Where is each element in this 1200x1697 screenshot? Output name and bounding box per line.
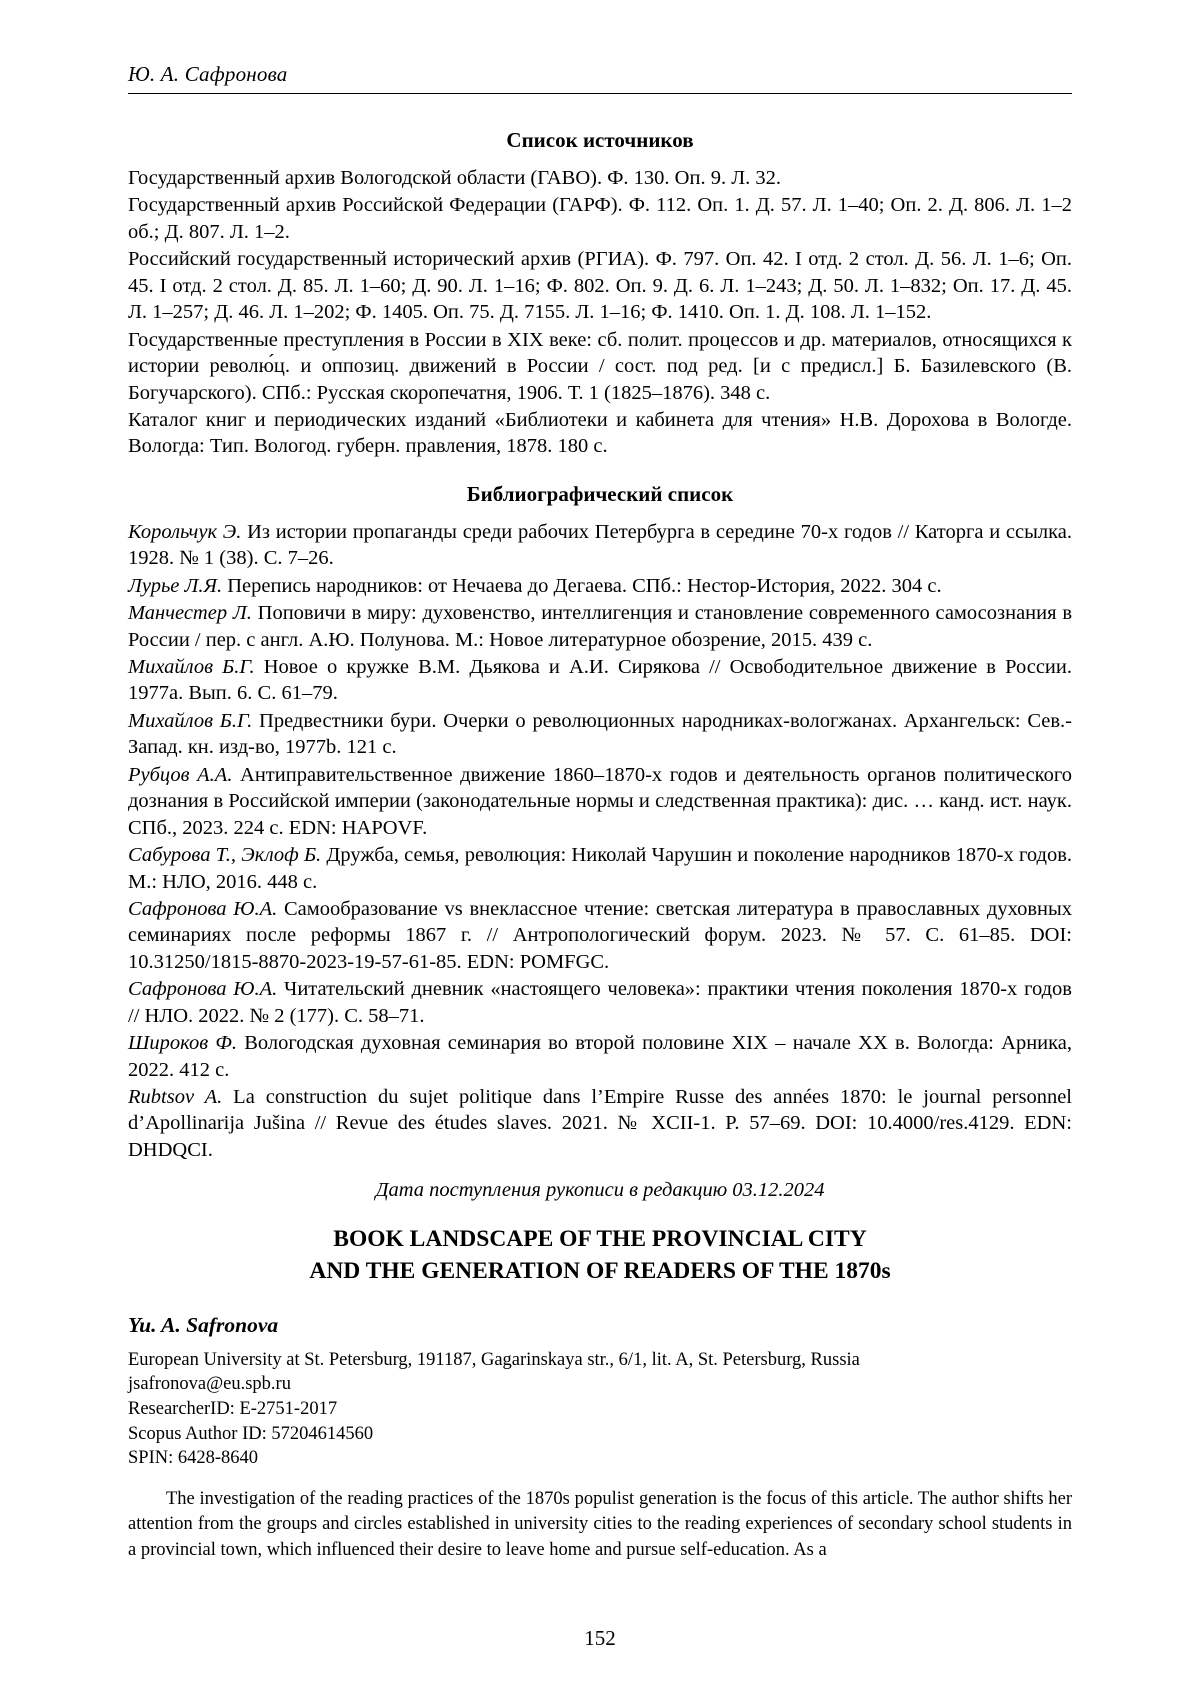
bibliography-item <box>128 1084 1072 1163</box>
bibliography-item <box>128 600 1072 653</box>
affiliation-block <box>128 1348 1072 1471</box>
bibliography-item <box>128 1030 1072 1083</box>
sources-heading: Список источников <box>506 128 694 152</box>
source-item: Государственный архив Вологодской области (ГАВО). Ф. 130. Оп. 9. Л. 32. <box>128 167 781 189</box>
bibliography-item-author: Лурье Л.Я. <box>128 574 223 597</box>
source-item: Государственный архив Российской Федерации (ГАРФ). Ф. 112. Оп. 1. Д. 57. Л. 1–40; Оп. 2. Д. 806. Л. 1–2 об.; Д. 807. Л. 1–2. <box>128 194 1072 243</box>
abstract: The investigation of the reading practices of the 1870s populist generation is the focus of this article. The author shifts her attention from the groups and circles established in university cities to the reading experiences of secondary school students in a provincial town, which influenced their desire to leave home and pursue self-education. As a <box>128 1488 1072 1560</box>
bibliography-heading: Библиографический список <box>466 481 734 506</box>
bibliography-item-text: Антиправительственное движение 1860–1870-х годов и деятельность органов политического дознания в Российской империи (законодательные нормы и следственная практика): дис. … канд. ист. наук. СПб., 2023. 224 с. EDN: HAPOVF. <box>128 763 1073 839</box>
source-item: Российский государственный исторический архив (РГИА). Ф. 797. Оп. 42. I отд. 2 стол. Д. 56. Л. 1–6; Оп. 45. I отд. 2 стол. Д. 85. Л. 1–60; Д. 90. Л. 1–16; Ф. 802. Оп. 9. Д. 6. Л. 1–243; Д. 50. Л. 1–832; Оп. 17. Д. 45. Л. 1–257; Д. 46. Л. 1–202; Ф. 1405. Оп. 75. Д. 7155. Л. 1–16; Ф. 1410. Оп. 1. Д. 108. Л. 1–152. <box>128 248 1072 324</box>
page-number: 152 <box>584 1626 616 1650</box>
source-item: Каталог книг и периодических изданий «Библиотеки и кабинета для чтения» Н.В. Дорохова в Вологде. Вологда: Тип. Вологод. губерн. правления, 1878. 180 с. <box>128 408 1072 458</box>
bibliography-item <box>128 654 1072 707</box>
bibliography-item-author: Сабурова Т., Эклоф Б. <box>128 844 322 867</box>
spin-code: SPIN: 6428-8640 <box>128 1448 259 1469</box>
bibliography-item-text: Предвестники бури. Очерки о революционных народниках-вологжанах. Архангельск: Сев.-Запад. кн. изд-во, 1977b. 121 с. <box>128 709 1072 759</box>
bibliography-item-text: Новое о кружке В.М. Дьякова и А.И. Сирякова // Освободительное движение в России. 1977a. Вып. 6. С. 61–79. <box>128 656 1072 705</box>
bibliography-item-text: Из истории пропаганды среди рабочих Петербурга в середине 70-х годов // Каторга и ссылка. 1928. № 1 (38). С. 7–26. <box>128 520 1073 570</box>
bibliography-item-author: Rubtsov A. <box>128 1086 223 1108</box>
bibliography-item-text: Дружба, семья, революция: Николай Чарушин и поколение народников 1870-х годов. М.: НЛО, 2016. 448 с. <box>128 844 1073 893</box>
bibliography-item <box>128 519 1072 572</box>
sources-list <box>128 165 1072 460</box>
bibliography-item-author: Корольчук Э. <box>128 520 242 543</box>
bibliography-item-author: Широков Ф. <box>128 1032 237 1055</box>
submission-date: Дата поступления рукописи в редакцию 03.12.2024 <box>375 1179 825 1202</box>
email: jsafronova@eu.spb.ru <box>128 1374 291 1395</box>
bibliography-item-text: Поповичи в миру: духовенство, интеллигенция и становление современного самосознания в России / пер. с англ. А.Ю. Полунова. М.: Новое литературное обозрение, 2015. 439 с. <box>128 602 1073 651</box>
bibliography-list <box>128 519 1072 1164</box>
english-title-line1: BOOK LANDSCAPE OF THE PROVINCIAL CITY <box>333 1226 867 1253</box>
scopus-author-id: Scopus Author ID: 57204614560 <box>128 1423 374 1444</box>
bibliography-item-author: Манчестер Л. <box>128 602 252 625</box>
bibliography-item-author: Михайлов Б.Г. <box>128 709 253 732</box>
bibliography-item-text: Самообразование vs внеклассное чтение: светская литература в православных духовных семинариях после реформы 1867 г. // Антропологический форум. 2023. № 57. С. 61–85. DOI: 10.31250/1815-8870-2023-19-57-61-85. EDN: POMFGC. <box>128 897 1072 973</box>
bibliography-item-text: La construction du sujet politique dans l’Empire Russe des années 1870: le journal personnel d’Apollinarija Jušina // Revue des études slaves. 2021. № XCII-1. P. 57–69. DOI: 10.4000/res.4129. EDN: DHDQCI. <box>128 1086 1072 1161</box>
bibliography-item <box>128 708 1072 761</box>
bibliography-item-text: Вологодская духовная семинария во второй половине XIX – начале XX в. Вологда: Арника, 2022. 412 с. <box>128 1032 1073 1081</box>
affiliation: European University at St. Petersburg, 191187, Gagarinskaya str., 6/1, lit. A, St. Petersburg, Russia <box>128 1349 860 1370</box>
english-title <box>128 1224 1072 1287</box>
english-title-line2: AND THE GENERATION OF READERS OF THE 1870s <box>309 1257 891 1284</box>
bibliography-item-author: Рубцов А.А. <box>128 763 233 786</box>
running-head: Ю. А. Сафронова <box>128 62 1072 94</box>
bibliography-item-text: Перепись народников: от Нечаева до Дегаева. СПб.: Нестор-История, 2022. 304 с. <box>222 574 942 597</box>
english-author: Yu. A. Safronova <box>128 1312 279 1337</box>
bibliography-item-author: Сафронова Ю.А. <box>128 978 278 1001</box>
bibliography-item <box>128 896 1072 975</box>
bibliography-item <box>128 573 1072 599</box>
bibliography-item <box>128 842 1072 895</box>
source-item: Государственные преступления в России в XIX веке: сб. полит. процессов и др. материалов, относящихся к истории револю́ц. и оппозиц. движений в России / сост. под ред. [и с предисл.] Б. Базилевского (В. Богучарского). СПб.: Русская скоропечатня, 1906. Т. 1 (1825–1876). 348 с. <box>128 328 1072 404</box>
bibliography-item-text: Читательский дневник «настоящего человека»: практики чтения поколения 1870-х годов // НЛО. 2022. № 2 (177). С. 58–71. <box>128 978 1072 1027</box>
bibliography-item <box>128 976 1072 1029</box>
researcher-id: ResearcherID: E-2751-2017 <box>128 1399 338 1419</box>
bibliography-item-author: Сафронова Ю.А. <box>128 897 278 920</box>
bibliography-item <box>128 762 1072 841</box>
bibliography-item-author: Михайлов Б.Г. <box>128 656 255 678</box>
